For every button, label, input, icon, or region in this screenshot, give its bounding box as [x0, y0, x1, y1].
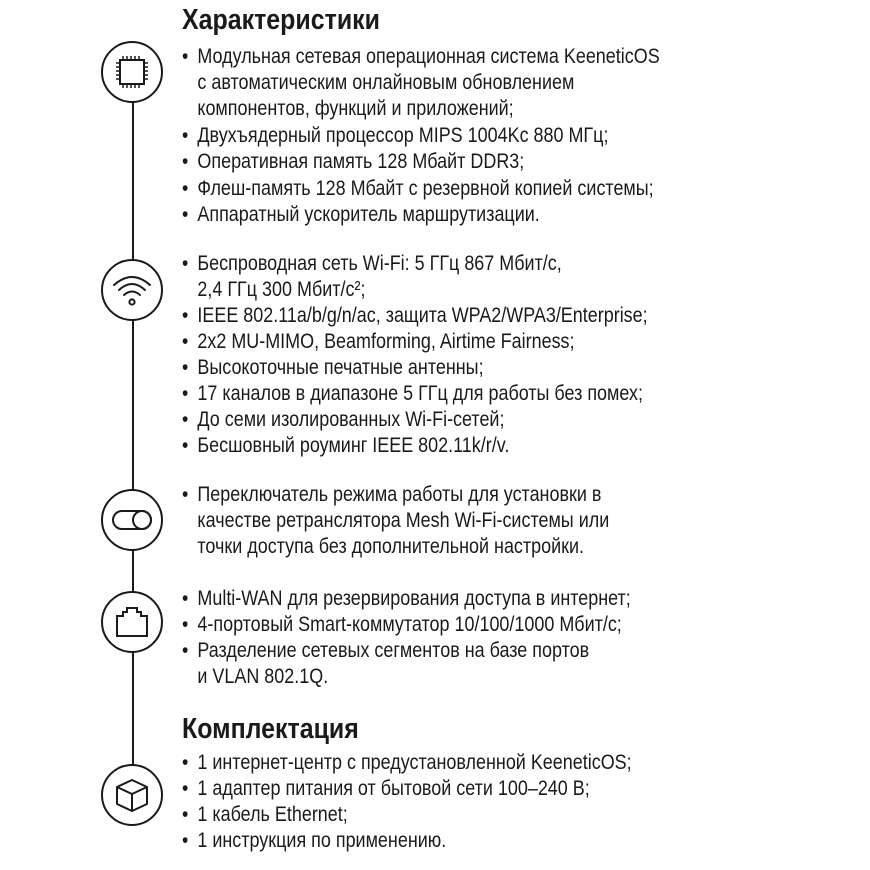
- list-item: • Модульная сетевая операционная система KeeneticOS: [182, 45, 660, 68]
- list-item-continuation: 2,4 ГГц 300 Мбит/с²;: [197, 278, 366, 301]
- list-item: • 1 интернет-центр с предустановленной KeeneticOS;: [182, 751, 632, 774]
- list-item: • Аппаратный ускоритель маршрутизации.: [182, 203, 540, 226]
- list-item-continuation: точки доступа без дополнительной настройки.: [197, 535, 585, 558]
- list-item: • Переключатель режима работы для установки в: [182, 483, 602, 506]
- toggle-switch-icon: [101, 489, 163, 551]
- section-heading-specs: Характеристики: [182, 4, 380, 36]
- list-item-continuation: качестве ретранслятора Mesh Wi-Fi-системы или: [197, 509, 610, 532]
- list-item: • До семи изолированных Wi-Fi-сетей;: [182, 408, 505, 431]
- cpu-chip-icon: [101, 41, 163, 103]
- list-item: • Разделение сетевых сегментов на базе портов: [182, 639, 590, 662]
- bullet: •: [182, 45, 189, 68]
- list-item: • 1 кабель Ethernet;: [182, 803, 348, 826]
- list-item: • Беспроводная сеть Wi-Fi: 5 ГГц 867 Мбит/с,: [182, 252, 562, 275]
- section-heading-package: Комплектация: [182, 713, 359, 745]
- list-item: • 1 инструкция по применению.: [182, 829, 447, 852]
- list-item-continuation: с автоматическим онлайновым обновлением: [197, 71, 575, 94]
- list-item: • Бесшовный роуминг IEEE 802.11k/r/v.: [182, 434, 510, 457]
- list-item: • Высокоточные печатные антенны;: [182, 356, 484, 379]
- list-item-continuation: и VLAN 802.1Q.: [197, 665, 329, 688]
- box-cube-icon: [101, 764, 163, 826]
- list-item: • IEEE 802.11a/b/g/n/ac, защита WPA2/WPA3/Enterprise;: [182, 304, 648, 327]
- list-item: • Двухъядерный процессор MIPS 1004Kc 880 МГц;: [182, 124, 609, 147]
- list-item: • 2x2 MU-MIMO, Beamforming, Airtime Fairness;: [182, 330, 575, 353]
- list-item: • 1 адаптер питания от бытовой сети 100–240 В;: [182, 777, 590, 800]
- list-item: • 4-портовый Smart-коммутатор 10/100/1000 Мбит/с;: [182, 613, 622, 636]
- list-item: • Оперативная память 128 Мбайт DDR3;: [182, 150, 525, 173]
- list-item: • 17 каналов в диапазоне 5 ГГц для работы без помех;: [182, 382, 643, 405]
- ethernet-port-icon: [101, 591, 163, 653]
- wifi-icon: [101, 259, 163, 321]
- list-item: • Флеш-память 128 Мбайт с резервной копией системы;: [182, 177, 654, 200]
- timeline-line: [132, 100, 134, 800]
- list-item-continuation: компонентов, функций и приложений;: [197, 97, 514, 120]
- list-item: • Multi-WAN для резервирования доступа в интернет;: [182, 587, 631, 610]
